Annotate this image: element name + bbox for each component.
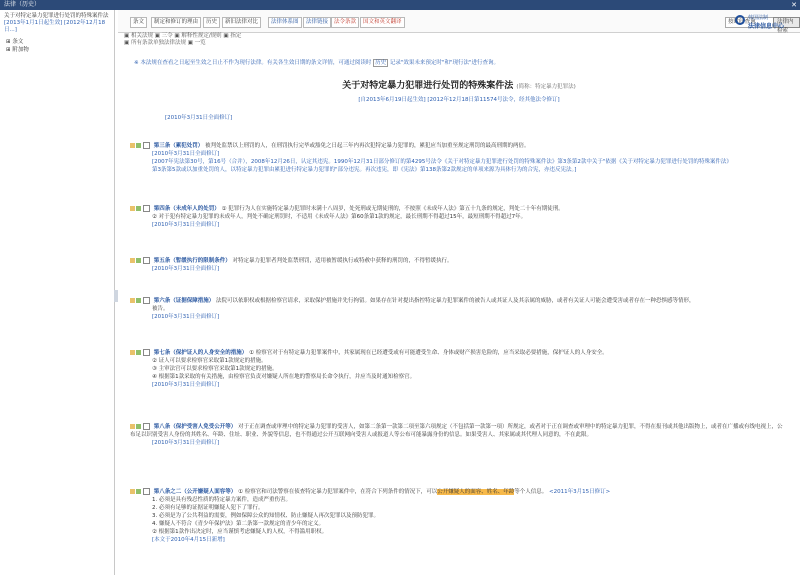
law-ref-icon[interactable] (130, 143, 135, 148)
notice-post: 记录"效果未来预定时"和"现行法"进行查询。 (389, 60, 500, 66)
article-8-2 (130, 488, 788, 544)
window-titlebar (0, 0, 800, 10)
article-5 (130, 257, 788, 273)
article-line: ④ 根据第1款采取的有关措施，由检察官负责对嫌疑人所在地的警察局长命令执行，并应当及时通知检察官。 (152, 374, 416, 380)
article-line: 被告。 (152, 306, 169, 312)
law-ref-icon[interactable] (130, 350, 135, 355)
article-line: 1. 必须是具有残忍性质的特定暴力案件，造成严重伤害。 (152, 497, 291, 503)
article-heading: 第四条（未成年人的处罚） (153, 206, 220, 212)
article-body: ① 检察官对于有特定暴力犯罪案件中，其家属现在已经遭受或有可能遭受生命、身体或财产损害危险的，应当采取必要措施，保护证人的人身安全。 (249, 350, 608, 356)
tree-item-articles[interactable]: ⊞ 条文 (6, 39, 24, 45)
precedent-icon[interactable] (136, 350, 141, 355)
article-heading: 第八条（保护受害人免受公开等） (153, 424, 237, 430)
article-line: 2. 必须有足够的证据证明嫌疑人犯下了罪行。 (152, 505, 264, 511)
precedent-icon[interactable] (136, 258, 141, 263)
notice-pre: ※ 本法规在查看之日起至生效之日止不作为现行法律。有关各生效日期的条文详情，可通过阅读时 (134, 60, 372, 66)
article-checkbox[interactable] (143, 257, 150, 264)
article-body: 法院可以依职权或根据检察官请求，采取保护措施并先行拘留。如果存在针对提出指控特定暴力犯罪案件的被告人或其证人及其亲属的威胁，或者有关证人可能会遭受害或者存在一种恐惧感等情形， (216, 298, 695, 304)
article-3 (130, 142, 788, 174)
search-in-law-button[interactable]: 法律内检索 (773, 17, 800, 28)
sub-options-line2[interactable]: ▣ 所有条款单独法律法规 ▣ 一览 (124, 40, 206, 46)
time-query-select[interactable]: 按时间查询 (725, 17, 774, 28)
article-amend-link[interactable]: <2011年3月15日修订> (548, 489, 611, 495)
left-doc-date: [2013年1月1日起生效] [2012年12月18日...] (4, 20, 106, 33)
law-meta: [自2013年6月19日起生效] [2012年12月18日第11574号法令，经其他法令修订] (358, 97, 560, 103)
law-ref-icon[interactable] (130, 298, 135, 303)
precedent-icon[interactable] (136, 424, 141, 429)
article-6 (130, 297, 788, 321)
window-title: 法律（历史） (4, 1, 41, 8)
precedent-icon[interactable] (136, 298, 141, 303)
law-ref-icon[interactable] (130, 489, 135, 494)
article-line: [2010年3月31日全面修订] (152, 440, 220, 446)
article-checkbox[interactable] (143, 423, 150, 430)
article-line: ③ 主审法官可以要求检察官采取第1款规定的措施。 (152, 366, 278, 372)
close-icon[interactable]: ✕ (791, 1, 797, 9)
article-checkbox[interactable] (143, 349, 150, 356)
tree-item-appendix[interactable]: ⊞ 附加物 (6, 47, 29, 53)
tab-amend-reason[interactable]: 制定和修订的理由 (151, 17, 201, 28)
precedent-icon[interactable] (136, 206, 141, 211)
law-title (118, 78, 800, 91)
article-body-post: 等个人信息。 (514, 489, 548, 495)
notice-text (134, 58, 774, 66)
left-doc-title[interactable]: 关于对特定暴力犯罪进行处罚的特殊案件法 (4, 13, 109, 19)
amend-note: [2010年3月31日全面修订] (165, 115, 233, 121)
article-body-pre: ① 检察官和司法警察在侦查特定暴力犯罪案件中，在符合下列条件的情况下，可以 (238, 489, 438, 495)
article-body: 对特定暴力犯罪者判处监禁刑罚，适用被暂缓执行或特赦中获释的刑罚的，不得暂缓执行。 (232, 258, 453, 264)
article-body: 对于正在调查或审理中的特定暴力犯罪的受害人，如第二条第一款第二项至第六项规定（不包括第一款第一项）所规定，或者对于正在调查或审理中的特定暴力犯罪，不得在报刊或其他出版物上，或者在广播或有线电视上，公布足以识别受害人身份的其姓名、年龄、住址、职业、外貌等信息，也不得通过公开互联网向受害人或报道人等公布可能暴露身份的信息。如果受害人、其家属或其代理人同意的，不在此限。 (130, 424, 783, 438)
article-line: ② 证人可以要求检察官采取第1款规定的措施。 (152, 358, 267, 364)
article-checkbox[interactable] (143, 142, 150, 149)
article-heading: 第七条（保护证人的人身安全的措施） (153, 350, 248, 356)
article-line: [2010年3月31日全面修订] (152, 314, 220, 320)
national-law-info-logo (735, 10, 795, 32)
article-heading: 第八条之二（公开嫌疑人面容等） (153, 489, 237, 495)
sub-options-bar (124, 33, 784, 47)
article-checkbox[interactable] (143, 488, 150, 495)
tab-system-map[interactable]: 法律体系图 (268, 17, 302, 28)
law-title-text: 关于对特定暴力犯罪进行处罚的特殊案件法 (342, 81, 514, 91)
article-4 (130, 205, 788, 229)
highlighted-text: 公开嫌疑人的面容、姓名、年龄 (437, 489, 515, 495)
left-tree (0, 34, 114, 58)
toolbar (118, 10, 800, 33)
law-ref-icon[interactable] (130, 206, 135, 211)
left-panel (0, 10, 115, 575)
article-line: [本文于2010年4月15日新增] (152, 537, 225, 543)
article-line: [2010年3月31日全面修订] (152, 222, 220, 228)
law-abbr: (简称：特定暴力犯罪法) (516, 84, 576, 90)
article-body: ① 犯罪行为人在实施特定暴力犯罪时未满十八周岁，处死刑或无期徒刑的，不按照《未成年人法》第五十九条的规定，判处二十年有期徒刑。 (221, 206, 564, 212)
article-line: [2007年宪法第30号，第16号（合并），2008年12月26日，认定其违宪。1990年12月31日部分修订的第4295号法令《关于对特定暴力犯罪进行处罚的特殊案件法》第3条第2款中关于"依据《关于对特定暴力犯罪进行处罚的特殊案件法》 (152, 159, 732, 165)
article-line: 3. 必须是为了公共利益的需要，例如保障公众的知情权、防止嫌疑人再次犯罪以及预防犯罪。 (152, 513, 379, 519)
article-line: 4. 嫌疑人不符合《青少年保护法》第二条第一款规定的青少年的定义。 (152, 521, 324, 527)
history-link-button[interactable]: 历史 (375, 60, 387, 66)
article-heading: 第五条（暂缓执行的限制条件） (153, 258, 231, 264)
precedent-icon[interactable] (136, 143, 141, 148)
law-ref-icon[interactable] (130, 424, 135, 429)
article-8 (130, 423, 788, 447)
tab-law-link[interactable]: 法律链接 (303, 17, 331, 28)
precedent-icon[interactable] (136, 489, 141, 494)
article-line: ② 对于犯有特定暴力犯罪的未成年人，判处不确定刑罚时，不适用《未成年人法》第60条第1款的规定，最长刑期不得超过15年，最短刑期不得超过7年。 (152, 214, 527, 220)
article-line: ② 根据第1款作出决定时，应当谨慎考虑嫌疑人的人权，不得滥用职权。 (152, 529, 328, 535)
law-ref-icon[interactable] (130, 258, 135, 263)
panel-splitter-handle[interactable] (114, 290, 118, 302)
article-heading: 第六条（证据保障措施） (153, 298, 215, 304)
article-line: 第3条第5款或以加重处罚的人，以特定暴力犯罪由累犯进行特定暴力犯罪的"部分违宪。再次违宪，即《宪法》第138条第2款规定的单项来源为具体行为的合宪，亦违反宪法。] (152, 167, 577, 173)
article-line: [2010年3月31日全面修订] (152, 266, 220, 272)
article-heading: 第三条（累犯处罚） (153, 143, 204, 149)
article-checkbox[interactable] (143, 205, 150, 212)
logo-text-2: 法律信息中心 (748, 23, 785, 30)
article-body: 被判处监禁以上刑罚的人，在刑罚执行完毕或豁免之日起三年内再次犯特定暴力犯罪的，累犯应当加重至规定刑罚的最高刑期的两倍。 (205, 143, 530, 149)
logo-text-1: 韩国法制 (748, 15, 769, 21)
article-line: [2010年3月31日全面修订] (152, 151, 220, 157)
tab-law-clause[interactable]: 法令条款 (331, 17, 359, 28)
sub-options-line1[interactable]: ▣ 相关法规 ▣ 三令 ▣ 解释性规定/规则 ▣ 指定 (124, 33, 242, 39)
article-line: [2010年3月31日全面修订] (152, 382, 220, 388)
tab-articles[interactable]: 条文 (130, 17, 147, 28)
tab-translation[interactable]: 国文和英文翻译 (360, 17, 405, 28)
logo-mark-icon (735, 15, 745, 25)
article-7 (130, 349, 788, 389)
tab-history[interactable]: 历史 (203, 17, 220, 28)
article-checkbox[interactable] (143, 297, 150, 304)
tab-compare[interactable]: 新旧法律对比 (222, 17, 261, 28)
left-doc-link[interactable] (0, 10, 114, 34)
